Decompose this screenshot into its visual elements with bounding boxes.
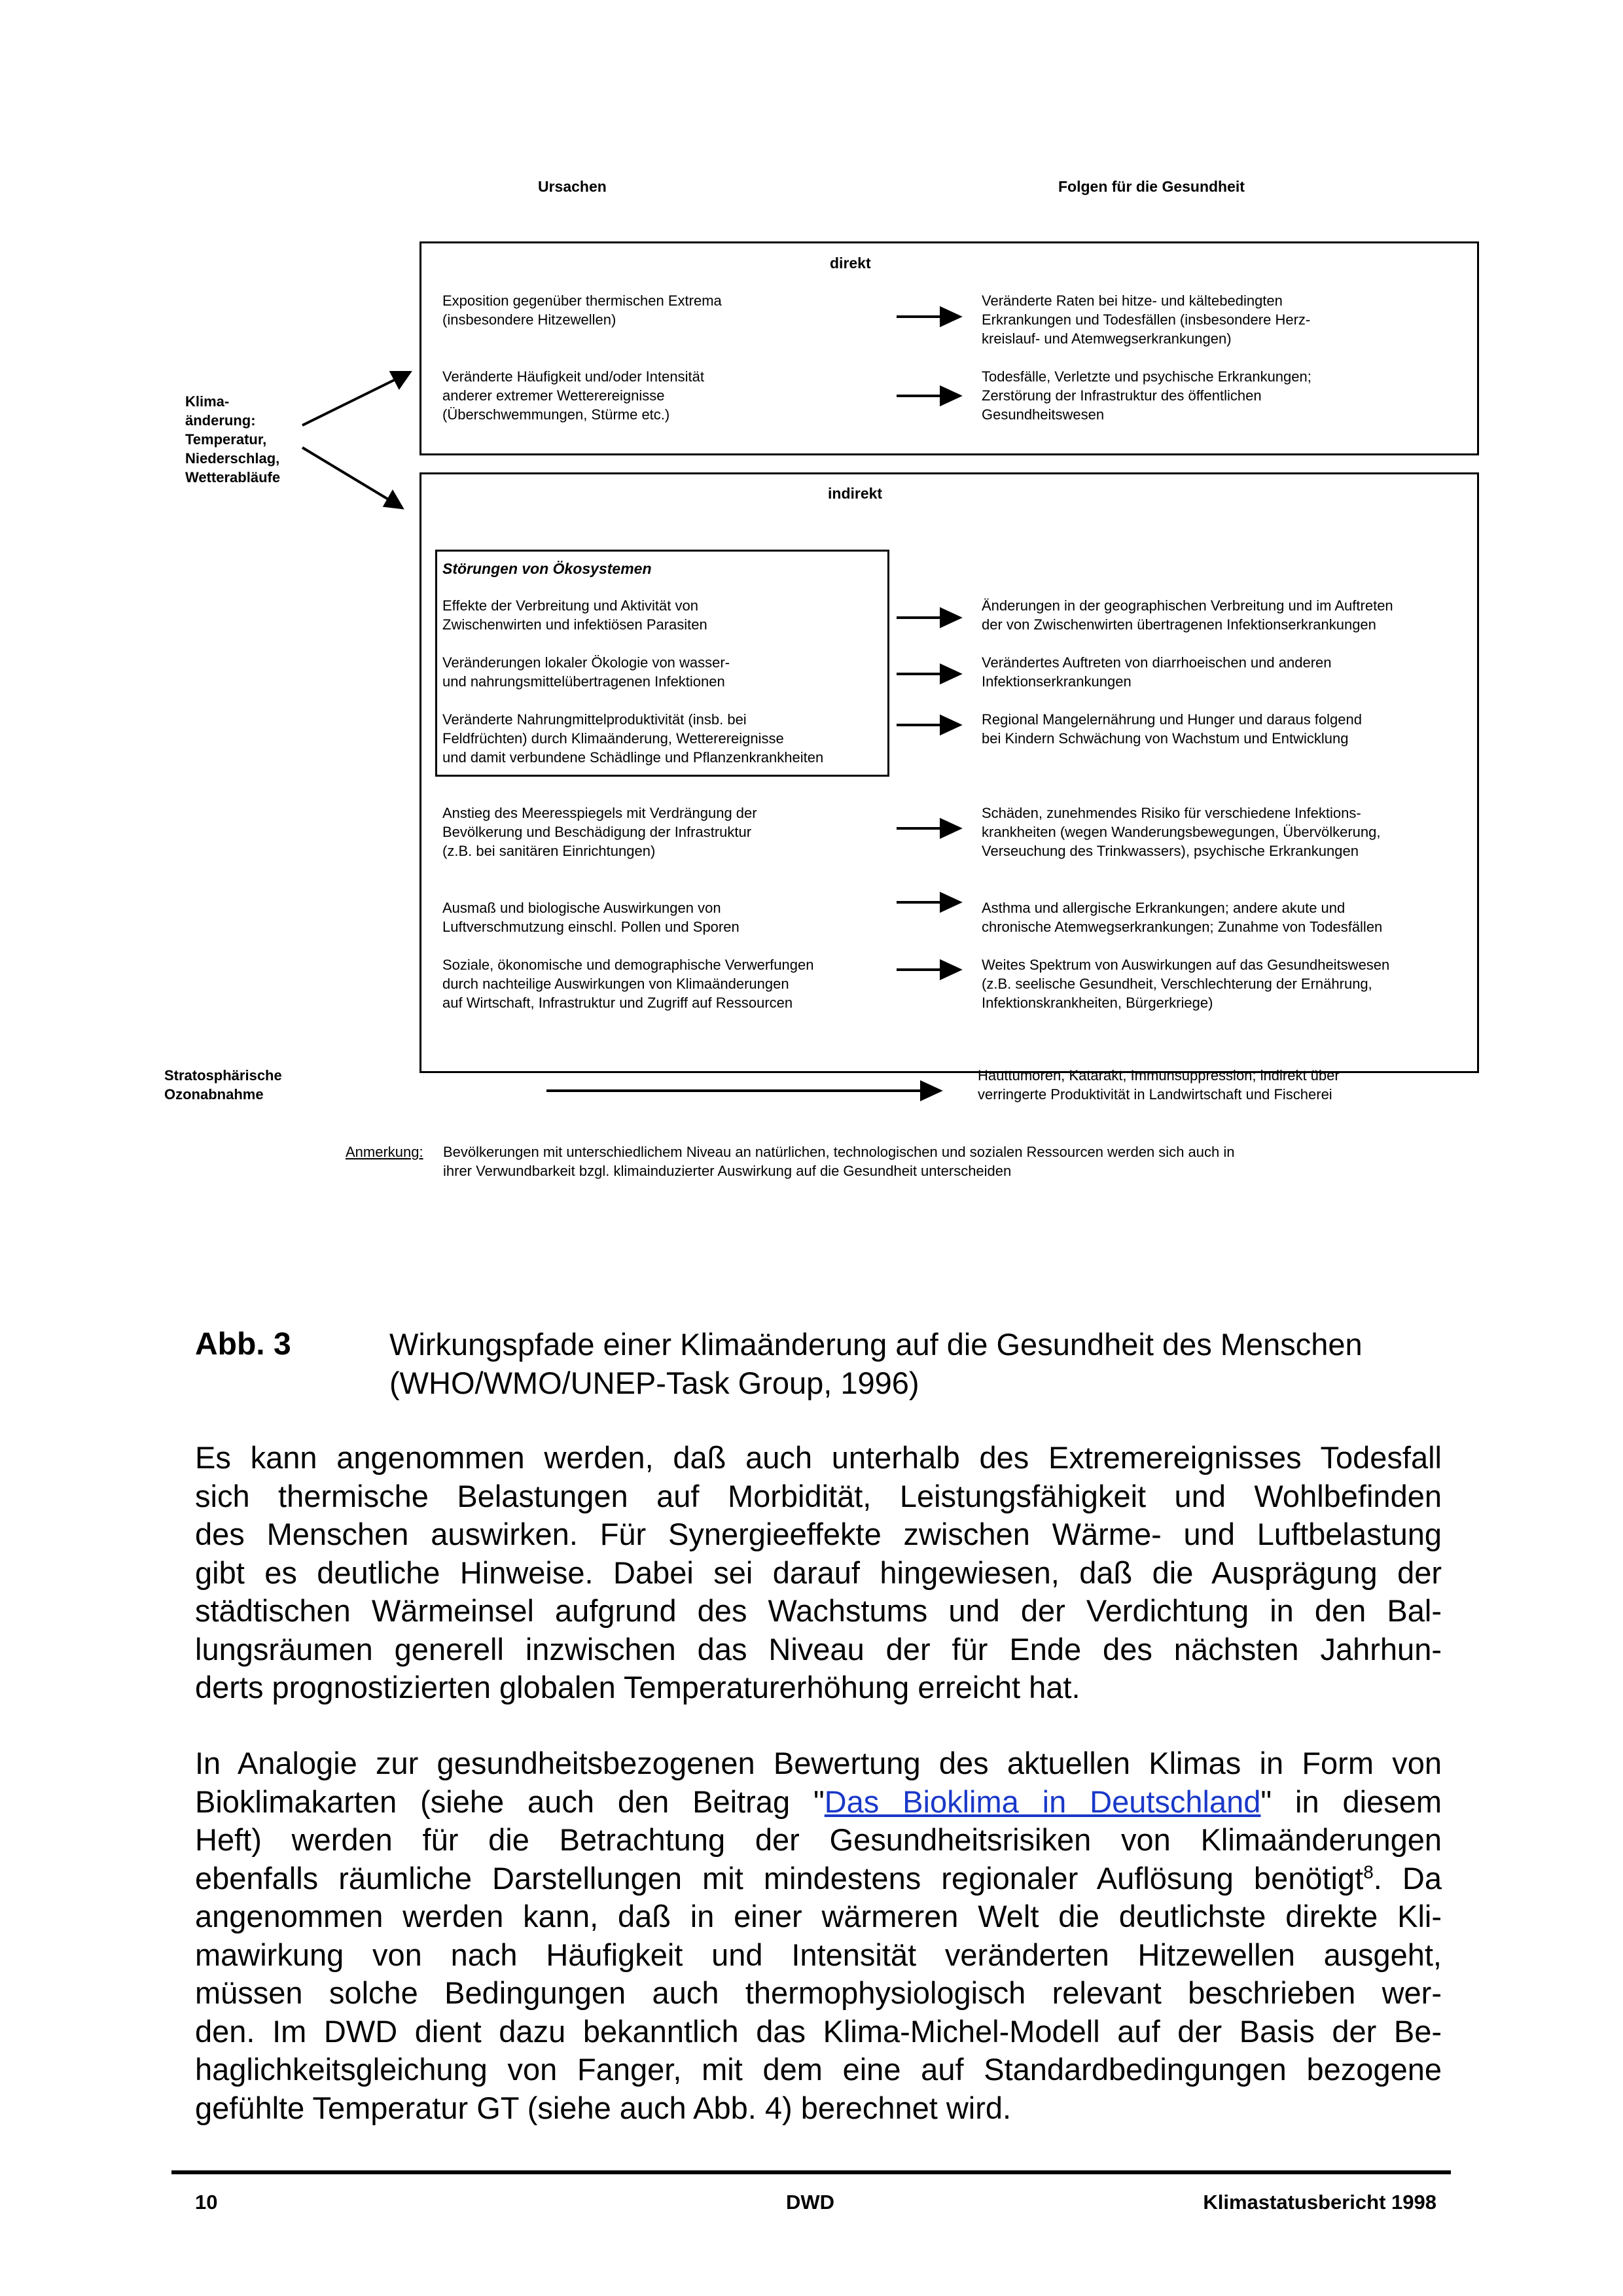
paragraph-1-line: sich thermische Belastungen auf Morbidität, Leistungsfähigkeit und Wohlbefinden: [195, 1478, 1442, 1513]
indirect-cause-3: Soziale, ökonomische und demographische Verwerfungen durch nachteilige Auswirkungen von Klimaänderungen auf Wirtschaft, Infrastruktur und Zugriff auf Ressourcen: [442, 957, 814, 1011]
indirect-effect-3: Weites Spektrum von Auswirkungen auf das Gesundheitswesen (z.B. seelische Gesundheit, Verschlechterung der Ernährung, Infektionskrankheiten, Bürgerkriege): [982, 957, 1390, 1011]
paragraph-1-line: Es kann angenommen werden, daß auch unterhalb des Extremereignisses Todesfall: [195, 1440, 1442, 1475]
paragraph-1-line: städtischen Wärmeinsel aufgrund des Wachstums und der Verdichtung in den Bal-: [195, 1593, 1442, 1628]
paragraph-2-line: Heft) werden für die Betrachtung der Gesundheitsrisiken von Klimaänderungen: [195, 1822, 1442, 1857]
ozone-effect: Hauttumoren, Katarakt, Immunsuppression; indirekt über verringerte Produktivität in Landwirtschaft und Fischerei: [978, 1067, 1340, 1103]
paragraph-2: [195, 1744, 1442, 2127]
text-run: . Da: [1373, 1860, 1442, 1896]
arrow-direct-1: [897, 308, 959, 325]
direct-cause-1: Exposition gegenüber thermischen Extrema (insbesondere Hitzewellen): [442, 292, 722, 328]
arrow-indirect-2: [897, 894, 959, 911]
paragraph-1-line: lungsräumen generell inzwischen das Niveau der für Ende des nächsten Jahrhun-: [195, 1631, 1442, 1667]
label-direct: direkt: [830, 255, 871, 272]
paragraph-1-line: derts prognostizierten globalen Temperaturerhöhung erreicht hat.: [195, 1670, 1080, 1704]
paragraph-1-line: des Menschen auswirken. Für Synergieeffekte zwischen Wärme- und Luftbelastung: [195, 1517, 1442, 1551]
arrow-indirect-1: [897, 820, 959, 837]
note-text: Bevölkerungen mit unterschiedlichem Niveau an natürlichen, technologischen und sozialen Ressourcen werden sich auch in ihrer Verwundbarkeit bzgl. klimainduzierter Auswirkung auf die Gesundheit unterscheiden: [443, 1144, 1235, 1179]
ecosystem-effect-1: Änderungen in der geographischen Verbreitung und im Auftreten der von Zwischenwirten übertragenen Infektionserkrankungen: [982, 597, 1393, 633]
indirect-cause-2: Ausmaß und biologische Auswirkungen von Luftverschmutzung einschl. Pollen und Sporen: [442, 900, 740, 935]
ecosystem-effect-2: Verändertes Auftreten von diarrhoeischen und anderen Infektionserkrankungen: [982, 654, 1332, 690]
header-effects: Folgen für die Gesundheit: [1058, 178, 1245, 195]
label-indirect: indirekt: [828, 485, 883, 502]
indirect-effect-2: Asthma und allergische Erkrankungen; andere akute und chronische Atemwegserkrankungen; Zunahme von Todesfällen: [982, 900, 1383, 935]
direct-cause-2: Veränderte Häufigkeit und/oder Intensität anderer extremer Wetterereignisse (Überschwemmungen, Stürme etc.): [442, 368, 704, 423]
arrow-eco-1: [897, 609, 959, 626]
footnote-ref: 8: [1363, 1861, 1374, 1882]
paragraph-2-line: gefühlte Temperatur GT (siehe auch Abb. 4) berechnet wird.: [195, 2090, 1012, 2125]
paragraph-1: [195, 1439, 1442, 1707]
header-causes: Ursachen: [538, 178, 607, 195]
arrow-eco-2: [897, 665, 959, 682]
bioklima-link[interactable]: Das Bioklima in Deutschland: [824, 1784, 1261, 1819]
figure-caption-label: Abb. 3: [195, 1327, 291, 1362]
footer-rule: [171, 2170, 1451, 2174]
arrow-indirect-3: [897, 961, 959, 978]
arrow-climate-direct: [302, 378, 398, 425]
direct-effect-2: Todesfälle, Verletzte und psychische Erkrankungen; Zerstörung der Infrastruktur des öffentlichen Gesundheitswesen: [982, 368, 1311, 423]
arrow-eco-3: [897, 716, 959, 733]
paragraph-2-line: mawirkung von nach Häufigkeit und Intensität veränderten Hitzewellen ausgeht,: [195, 1937, 1442, 1972]
text-run: " in diesem: [1260, 1784, 1442, 1819]
text-run: Bioklimakarten (siehe auch den Beitrag ": [195, 1784, 825, 1819]
indirect-effect-1: Schäden, zunehmendes Risiko für verschiedene Infektions- krankheiten (wegen Wanderungsbewegungen, Übervölkerung, Verseuchung des Trinkwassers), psychische Erkrankungen: [982, 805, 1381, 859]
arrow-ozone: [546, 1082, 940, 1099]
ozone-cause: Stratosphärische Ozonabnahme: [164, 1067, 282, 1103]
paragraph-2-line: [195, 1783, 1442, 1822]
note-label: Anmerkung:: [346, 1144, 423, 1160]
paragraph-2-line: haglichkeitsgleichung von Fanger, mit dem eine auf Standardbedingungen bezogene: [195, 2052, 1442, 2087]
ecosystem-cause-2: Veränderungen lokaler Ökologie von wasser- und nahrungsmittelübertragenen Infektionen: [442, 654, 730, 690]
direct-effect-1: Veränderte Raten bei hitze- und kältebedingten Erkrankungen und Todesfällen (insbesondere Herz- kreislauf- und Atemwegserkrankungen): [982, 292, 1311, 347]
paragraph-2-line: den. Im DWD dient dazu bekanntlich das Klima-Michel-Modell auf der Basis der Be-: [195, 2013, 1442, 2049]
paragraph-2-line: In Analogie zur gesundheitsbezogenen Bewertung des aktuellen Klimas in Form von: [195, 1746, 1442, 1780]
ecosystem-title: Störungen von Ökosystemen: [442, 560, 652, 577]
arrow-direct-2: [897, 387, 959, 404]
arrow-climate-indirect: [302, 448, 391, 501]
indirect-cause-1: Anstieg des Meeresspiegels mit Verdrängung der Bevölkerung und Beschädigung der Infrastruktur (z.B. bei sanitären Einrichtungen): [442, 805, 757, 859]
paragraph-2-line: [195, 1860, 1442, 1898]
text-run: ebenfalls räumliche Darstellungen mit mindestens regionaler Auflösung benötigt: [195, 1860, 1364, 1896]
climate-change-label: Klima- änderung: Temperatur, Niederschlag, Wetterabläufe: [185, 393, 281, 486]
ecosystem-cause-1: Effekte der Verbreitung und Aktivität von Zwischenwirten und infektiösen Parasiten: [442, 597, 707, 633]
footer-center: DWD: [786, 2191, 835, 2214]
footer-title: Klimastatusbericht 1998: [1203, 2191, 1436, 2214]
paragraph-2-line: angenommen werden kann, daß in einer wärmeren Welt die deutlichste direkte Kli-: [195, 1899, 1442, 1934]
paragraph-2-line: müssen solche Bedingungen auch thermophysiologisch relevant beschrieben wer-: [195, 1975, 1442, 2010]
paragraph-1-line: gibt es deutliche Hinweise. Dabei sei darauf hingewiesen, daß die Ausprägung der: [195, 1555, 1442, 1590]
footer-page-number: 10: [195, 2191, 218, 2214]
ecosystem-effect-3: Regional Mangelernährung und Hunger und daraus folgend bei Kindern Schwächung von Wachstum und Entwicklung: [982, 711, 1362, 747]
ecosystem-cause-3: Veränderte Nahrungmittelproduktivität (insb. bei Feldfrüchten) durch Klimaänderung, Wetterereignisse und damit verbundene Schädlinge und Pflanzenkrankheiten: [442, 711, 824, 766]
figure-caption-text: Wirkungspfade einer Klimaänderung auf die Gesundheit des Menschen (WHO/WMO/UNEP-Task Group, 1996): [389, 1327, 1363, 1400]
